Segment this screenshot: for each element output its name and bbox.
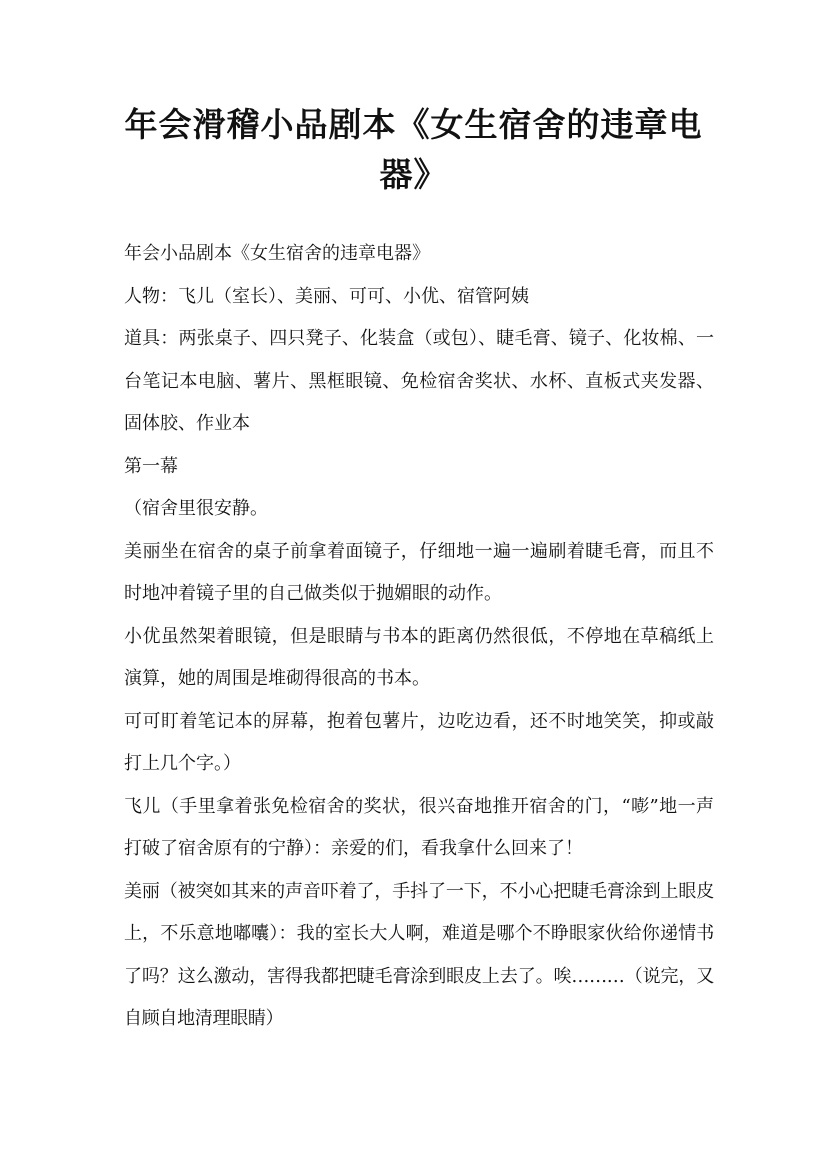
stage-direction-paragraph: （宿舍里很安静。: [124, 498, 268, 519]
document-title: 年会滑稽小品剧本《女生宿舍的违章电器》: [124, 105, 703, 194]
feier-dialogue-paragraph: 飞儿（手里拿着张免检宿舍的奖状，很兴奋地推开宿舍的门，“嘭”地一声打破了宿舍原有的宁静）：亲爱的们，看我拿什么回来了！: [124, 795, 714, 859]
subtitle-paragraph: 年会小品剧本《女生宿舍的违章电器》: [124, 243, 430, 264]
props-paragraph: 道具：两张桌子、四只凳子、化装盒（或包）、睫毛膏、镜子、化妆棉、一台笔记本电脑、薯片、黑框眼镜、免检宿舍奖状、水杯、直板式夹发器、固体胶、作业本: [124, 328, 714, 434]
characters-paragraph: 人物：飞儿（室长）、美丽、可可、小优、宿管阿姨: [124, 285, 529, 307]
xiaoyou-description-paragraph: 小优虽然架着眼镜，但是眼睛与书本的距离仍然很低，不停地在草稿纸上演算，她的周围是堆砌得很高的书本。: [124, 625, 714, 689]
meili-description-paragraph: 美丽坐在宿舍的桌子前拿着面镜子，仔细地一遍一遍刷着睫毛膏，而且不时地冲着镜子里的自己做类似于抛媚眼的动作。: [124, 540, 714, 604]
keke-description-paragraph: 可可盯着笔记本的屏幕，抱着包薯片，边吃边看，还不时地笑笑，抑或敲打上几个字。）: [124, 710, 714, 774]
document-body: [124, 233, 714, 1041]
act-heading: 第一幕: [124, 455, 178, 477]
meili-dialogue-paragraph: 美丽（被突如其来的声音吓着了，手抖了一下，不小心把睫毛膏涂到上眼皮上，不乐意地嘟囔）：我的室长大人啊，难道是哪个不睁眼家伙给你递情书了吗？这么激动，害得我都把睫毛膏涂到眼皮上去了。唉………（说完，又自顾自地清理眼睛）: [124, 880, 714, 1029]
